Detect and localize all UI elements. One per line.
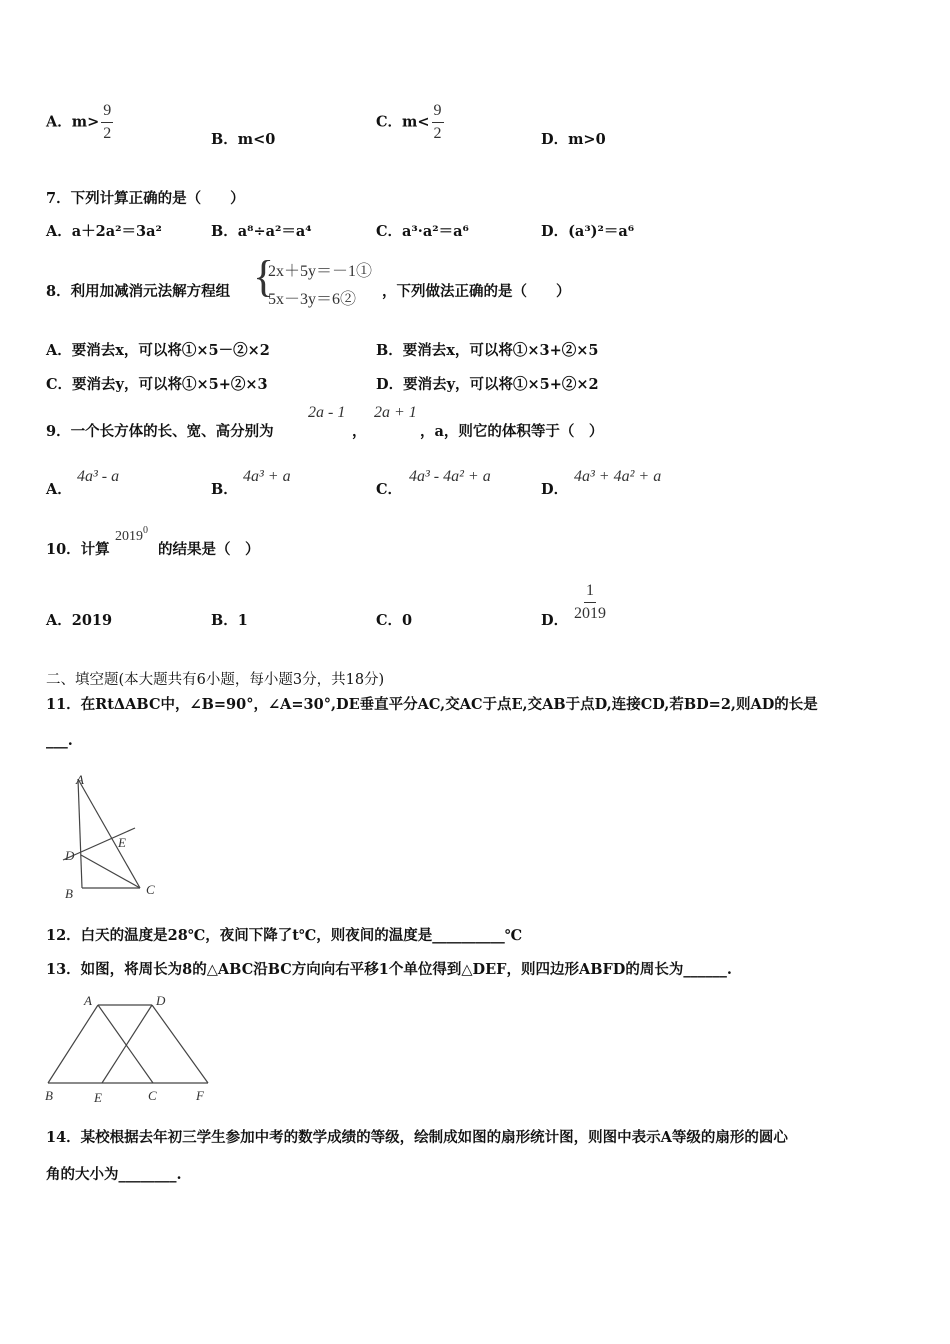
q13-figure [40,990,220,1110]
q8-suffix: ，下列做法正确的是（ ） [382,283,571,300]
q10-option-a: A．2019 [46,612,113,629]
q9-option-b-label: B． [211,481,238,498]
q11-figure [55,770,165,905]
q9-option-c-label: C． [376,481,403,498]
q6-option-c-fraction: $\frac{9}{2}$ [433,102,442,142]
q10-option-d-fraction: $\frac{1}{2019}$ [574,582,606,622]
q9-option-c-expr: 4a³ - 4a² + a [409,468,491,485]
segment-ab [78,779,82,888]
q10-expression: 2019$^0$ [115,525,148,544]
segment-ab [48,1005,98,1083]
q8-option-d: D．要消去y，可以将①×5+②×2 [376,376,599,393]
q7-option-a: A．a＋2a²＝3a² [46,223,162,240]
q8-equation-1: 2x＋5y＝－1① [268,263,373,280]
q6-option-d: D．m>0 [541,131,606,148]
q8-option-b: B．要消去x，可以将①×3+②×5 [376,342,599,359]
q6-option-b: B．m<0 [211,131,276,148]
q9-separator: ， [352,423,367,440]
q8-option-c: C．要消去y，可以将①×5+②×3 [46,376,268,393]
q10-prefix: 10．计算 [46,541,110,558]
q13-text: 13．如图，将周长为8的△ABC沿BC方向向右平移1个单位得到△DEF，则四边形ABFD的周长为______. [46,961,732,978]
label-e: E [118,835,126,850]
q9-width-expr: 2a + 1 [374,404,417,421]
q7-option-b: B．a⁸÷a²＝a⁴ [211,223,312,240]
label-f: F [196,1088,204,1103]
q11-text: 11．在RtΔABC中，∠B=90°，∠A=30°,DE垂直平分AC,交AC于点E,交AB于点D,连接CD,若BD=2,则AD的长是 [46,696,818,713]
q14-line-1: 14．某校根据去年初三学生参加中考的数学成绩的等级，绘制成如图的扇形统计图，则图中表示A等级的扇形的圆心 [46,1129,788,1146]
label-c: C [146,882,155,897]
q9-option-b-expr: 4a³ + a [243,468,291,485]
segment-ac [78,779,140,888]
q7-option-d: D．(a³)²＝a⁶ [541,223,635,240]
q7-stem: 7．下列计算正确的是（ ） [46,190,245,207]
q9-length-expr: 2a - 1 [308,404,346,421]
q10-option-d-label: D． [541,612,569,629]
q9-option-a-expr: 4a³ - a [77,468,120,485]
q7-option-c: C．a³·a²＝a⁶ [376,223,469,240]
label-d: D [156,993,166,1008]
q10-suffix: 的结果是（ ） [158,541,260,558]
q9-option-a-label: A． [46,481,72,498]
q9-option-d-expr: 4a³ + 4a² + a [574,468,662,485]
q6-option-a-fraction: $\frac{9}{2}$ [103,102,112,142]
section-2-heading: 二、填空题(本大题共有6小题，每小题3分，共18分) [46,672,385,688]
segment-df [152,1005,208,1083]
q14-line-2: 角的大小为________. [46,1166,182,1183]
label-a: A [76,772,84,787]
q8-equation-2: 5x－3y＝6② [268,291,357,308]
q6-option-a [46,103,113,142]
q9-prefix: 9．一个长方体的长、宽、高分别为 [46,423,274,440]
q10-option-c: C．0 [376,612,413,629]
q6-option-c [376,103,444,142]
q8-prefix: 8．利用加减消元法解方程组 [46,283,231,300]
label-b: B [65,886,73,901]
q12-text: 12．白天的温度是28℃，夜间下降了t℃，则夜间的温度是__________℃ [46,927,523,944]
q9-suffix: ，a，则它的体积等于（ ） [420,423,604,440]
q10-option-b: B．1 [211,612,248,629]
q6-option-c-label: C．m< [376,113,430,131]
system-brace: { [253,252,275,301]
label-b: B [45,1088,53,1103]
label-c: C [148,1088,157,1103]
q6-option-a-label: A．m> [46,113,100,131]
label-e: E [94,1090,102,1105]
q9-option-d-label: D． [541,481,569,498]
label-d: D [65,848,75,863]
label-a: A [84,993,92,1008]
q11-blank: ___. [46,732,73,749]
q8-option-a: A．要消去x，可以将①×5－②×2 [46,342,270,359]
